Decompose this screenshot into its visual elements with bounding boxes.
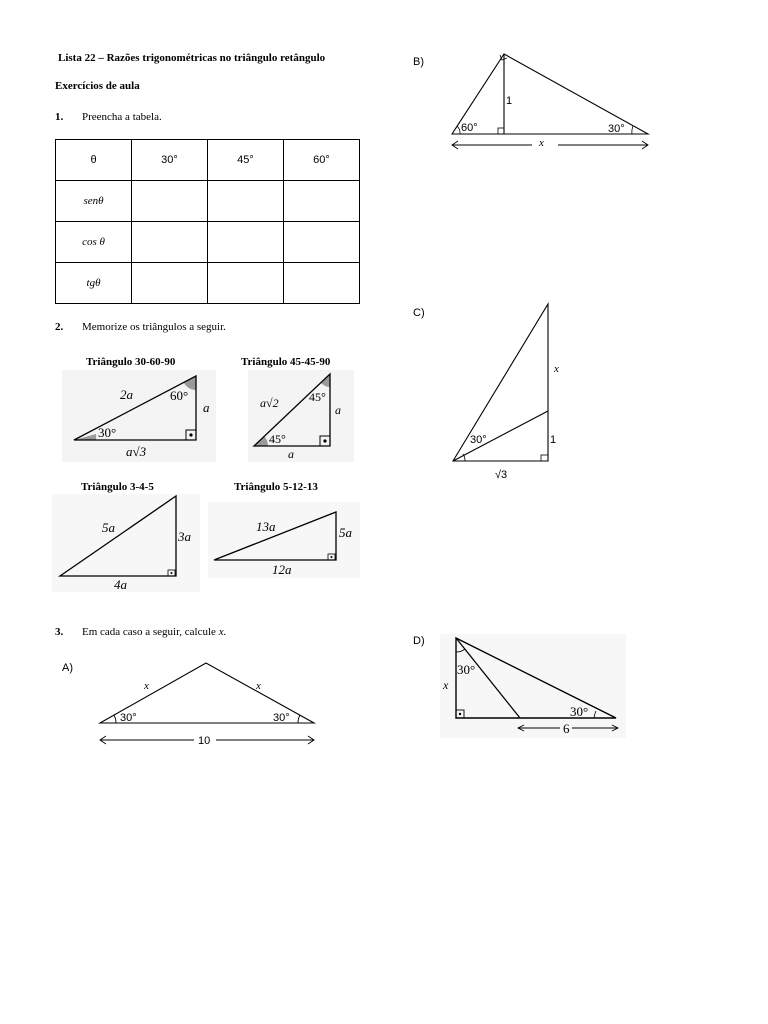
- question-variable: x.: [218, 626, 227, 638]
- case-d-figure: [440, 634, 626, 738]
- table-header-cell: 60°: [284, 140, 360, 181]
- side-label: a: [203, 400, 210, 415]
- question-number: 2.: [55, 321, 64, 333]
- base-label: 4a: [114, 577, 127, 592]
- triangle-30-60-90-title: Triângulo 30-60-90: [86, 356, 176, 368]
- angle-top-label: 60°: [170, 388, 189, 403]
- table-header-cell: 45°: [208, 140, 284, 181]
- side-label: 3a: [178, 529, 191, 544]
- question-text: Memorize os triângulos a seguir.: [82, 321, 226, 333]
- case-b-figure: [446, 48, 656, 152]
- lower-label: 1: [550, 434, 557, 446]
- angle-right-label: 30°: [570, 704, 589, 719]
- table-cell[interactable]: [208, 181, 284, 222]
- triangle-3-4-5-figure: [52, 494, 200, 592]
- table-cell[interactable]: [132, 263, 208, 304]
- question-number: 1.: [55, 111, 64, 123]
- table-cell[interactable]: [208, 222, 284, 263]
- row-label: tgθ: [56, 263, 132, 304]
- side-label: a: [335, 403, 341, 417]
- triangle-45-45-90-figure: [248, 370, 354, 462]
- triangle-45-45-90-title: Triângulo 45-45-90: [241, 356, 331, 368]
- side-label: 5a: [339, 525, 352, 540]
- question-2: [55, 321, 226, 333]
- hyp-label: 13a: [256, 519, 276, 534]
- base-label: x: [539, 137, 544, 149]
- triangle-30-60-90-figure: [62, 370, 216, 462]
- question-text: Em cada caso a seguir, calcule: [82, 626, 216, 638]
- table-header-row: [56, 140, 360, 181]
- triangle-5-12-13-figure: [208, 502, 360, 578]
- right-side-label: x: [256, 680, 261, 692]
- question-text: Preencha a tabela.: [82, 111, 162, 123]
- angle-right-label: 30°: [273, 712, 290, 724]
- section-subtitle: Exercícios de aula: [55, 80, 140, 92]
- left-side-label: x: [144, 680, 149, 692]
- base-label: 10: [198, 735, 211, 747]
- question-number: 3.: [55, 626, 64, 638]
- angle-left-label: 60°: [461, 122, 478, 134]
- side-label: x: [443, 678, 449, 692]
- question-3: [55, 626, 226, 638]
- page-title: Lista 22 – Razões trigonométricas no triângulo retângulo: [58, 52, 326, 64]
- hyp-label: 5a: [102, 520, 115, 535]
- table-cell[interactable]: [284, 181, 360, 222]
- angle-bottom-label: 45°: [269, 432, 286, 446]
- triangle-5-12-13-title: Triângulo 5-12-13: [234, 481, 318, 493]
- table-header-cell: θ: [56, 140, 132, 181]
- angle-label: 30°: [470, 434, 487, 446]
- triangle-3-4-5-title: Triângulo 3-4-5: [81, 481, 154, 493]
- base-label: a: [288, 447, 294, 461]
- table-cell[interactable]: [132, 222, 208, 263]
- angle-top-label: 45°: [309, 390, 326, 404]
- table-cell[interactable]: [208, 263, 284, 304]
- upper-label: x: [554, 363, 559, 375]
- angle-left-label: 30°: [120, 712, 137, 724]
- base-label: √3: [495, 469, 508, 481]
- base-label: 6: [563, 721, 570, 736]
- table-cell[interactable]: [284, 222, 360, 263]
- angle-top-label: 30°: [457, 662, 476, 677]
- case-a-figure: [94, 656, 320, 752]
- base-label: 12a: [272, 562, 292, 577]
- hyp-label: a√2: [260, 396, 279, 410]
- table-cell[interactable]: [284, 263, 360, 304]
- hyp-label: 2a: [120, 387, 133, 402]
- trig-table: [55, 139, 360, 304]
- row-label: cos θ: [56, 222, 132, 263]
- row-label: senθ: [56, 181, 132, 222]
- case-d-label: D): [413, 635, 425, 647]
- case-c-figure: [446, 298, 570, 484]
- table-row: [56, 222, 360, 263]
- table-row: [56, 263, 360, 304]
- height-label: 1: [506, 95, 513, 107]
- base-label: a√3: [126, 444, 147, 459]
- angle-bottom-label: 30°: [98, 425, 117, 440]
- case-c-label: C): [413, 307, 425, 319]
- table-header-cell: 30°: [132, 140, 208, 181]
- angle-right-label: 30°: [608, 123, 625, 135]
- table-row: [56, 181, 360, 222]
- case-a-label: A): [62, 662, 73, 674]
- case-b-label: B): [413, 56, 424, 68]
- question-1: [55, 111, 162, 123]
- table-cell[interactable]: [132, 181, 208, 222]
